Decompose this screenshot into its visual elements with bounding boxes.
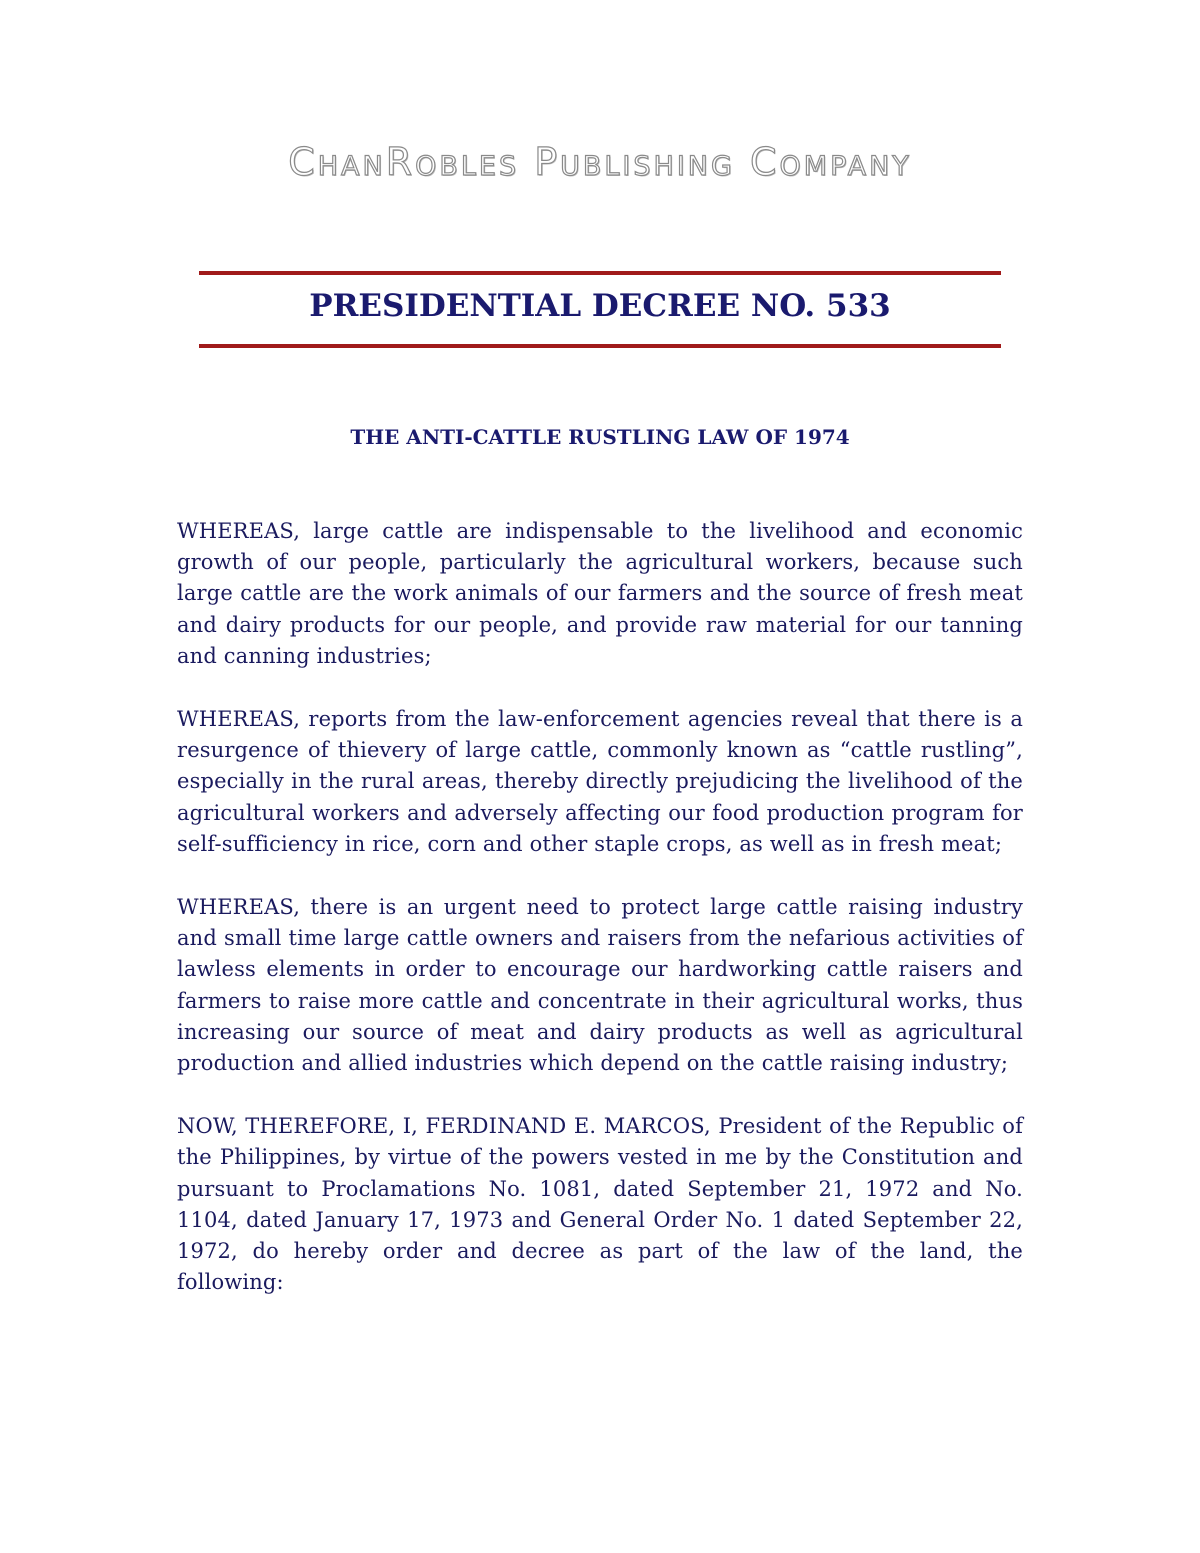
whereas-paragraph-1: WHEREAS, large cattle are indispensable to the livelihood and economic growth of our people, particularly the agricultural workers, because such large cattle are the work animals of our farmers and the source of fresh meat and dairy products for our people, and provide raw material for our tanning and canning industries; — [177, 519, 1023, 668]
decree-title: PRESIDENTIAL DECREE NO. 533 — [309, 288, 891, 324]
enacting-clause-paragraph: NOW, THEREFORE, I, FERDINAND E. MARCOS, President of the Republic of the Philippines, by virtue of the powers vested in me by the Constitution and pursuant to Proclamations No. 1081, dated September 21, 1972 and No. 1104, dated January 17, 1973 and General Order No. 1 dated September 22, 1972, do hereby order and decree as part of the law of the land, the following: — [177, 1114, 1023, 1295]
title-bottom-rule — [199, 344, 1001, 348]
whereas-paragraph-3: WHEREAS, there is an urgent need to protect large cattle raising industry and small time large cattle owners and raisers from the nefarious activities of lawless elements in order to encourage our hardworking cattle raisers and farmers to raise more cattle and concentrate in their agricultural works, thus increasing our source of meat and dairy products as well as agricultural production and allied industries which depend on the cattle raising industry; — [177, 895, 1023, 1076]
publisher-logo-text: ChanRobles Publishing Company — [288, 140, 912, 184]
law-title: THE ANTI-CATTLE RUSTLING LAW OF 1974 — [350, 425, 850, 449]
decree-body — [177, 516, 1023, 1330]
title-top-rule — [199, 271, 1001, 275]
whereas-paragraph-2: WHEREAS, reports from the law-enforcement agencies reveal that there is a resurgence of thievery of large cattle, commonly known as “cattle rustling”, especially in the rural areas, thereby directly prejudicing the livelihood of the agricultural workers and adversely affecting our food production program for self-sufficiency in rice, corn and other staple crops, as well as in fresh meat; — [177, 707, 1023, 856]
